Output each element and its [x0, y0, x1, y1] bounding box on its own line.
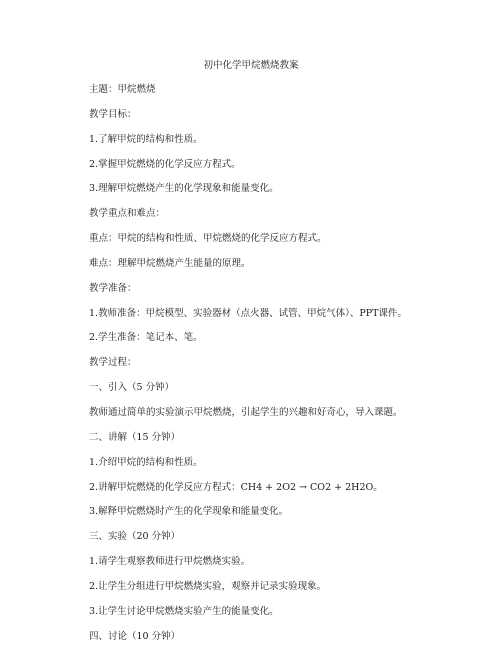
list-item: 2.讲解甲烷燃烧的化学反应方程式：CH4 + 2O2 → CO2 + 2H2O。 [89, 481, 383, 493]
section-heading: 一、引入（5 分钟） [89, 382, 175, 394]
document-title: 初中化学甲烷燃烧教案 [203, 60, 299, 71]
list-item: 2.让学生分组进行甲烷燃烧实验，观察并记录实验现象。 [89, 580, 327, 592]
section-heading: 二、讲解（15 分钟） [89, 431, 181, 443]
list-item: 3.让学生讨论甲烷燃烧实验产生的能量变化。 [89, 605, 279, 617]
heading-preparation: 教学准备： [89, 282, 137, 294]
key-point-line: 重点：甲烷的结构和性质、甲烷燃烧的化学反应方程式。 [89, 233, 327, 245]
list-item: 1.介绍甲烷的结构和性质。 [89, 456, 203, 468]
difficulty-line: 难点：理解甲烷燃烧产生能量的原理。 [89, 257, 251, 269]
heading-key-points: 教学重点和难点： [89, 208, 166, 220]
heading-objectives: 教学目标： [89, 108, 137, 120]
heading-process: 教学过程： [89, 357, 137, 369]
document-body [89, 84, 489, 655]
list-item: 3.解释甲烷燃烧时产生的化学现象和能量变化。 [89, 506, 289, 518]
section-heading: 四、讨论（10 分钟） [89, 630, 181, 642]
line-topic: 主题：甲烷燃烧 [89, 84, 156, 95]
preparation-item: 1.教师准备：甲烷模型、实验器材（点火器、试管、甲烷气体）、PPT课件。 [89, 307, 407, 319]
objective-item: 2.掌握甲烷燃烧的化学反应方程式。 [89, 158, 241, 170]
preparation-item: 2.学生准备：笔记本、笔。 [89, 332, 203, 344]
objective-item: 3.理解甲烷燃烧产生的化学现象和能量变化。 [89, 183, 279, 195]
objective-item: 1.了解甲烷的结构和性质。 [89, 133, 203, 145]
paragraph: 教师通过简单的实验演示甲烷燃烧，引起学生的兴趣和好奇心，导入课题。 [89, 406, 403, 418]
list-item: 1.请学生观察教师进行甲烷燃烧实验。 [89, 556, 251, 568]
section-heading: 三、实验（20 分钟） [89, 531, 181, 543]
